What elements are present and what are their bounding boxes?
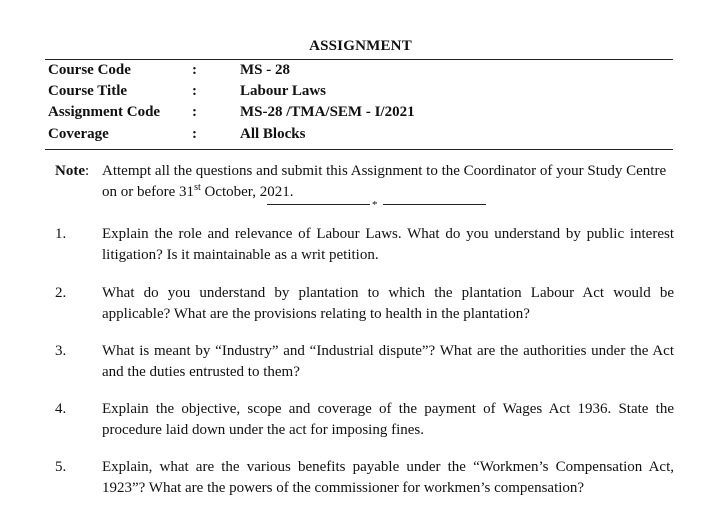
question-number: 1.: [55, 226, 67, 242]
course-code-value: MS - 28: [240, 62, 290, 78]
question-text: Explain the objective, scope and coverage of the payment of Wages Act 1936. State the procedure laid down under the act for imposing fines.: [102, 401, 674, 438]
section-divider: [0, 196, 721, 216]
course-code-label: Course Code: [48, 62, 131, 78]
divider-line-right: [383, 204, 486, 205]
question-text: Explain, what are the various benefits payable under the “Workmen’s Compensation Act, 1923”? What are the powers of the commissioner for workmen’s compensation?: [102, 459, 674, 496]
divider-asterisk: *: [372, 199, 378, 211]
note-label: Note:: [55, 163, 90, 179]
course-title-colon: :: [192, 83, 197, 99]
question-number: 5.: [55, 459, 67, 475]
assignment-code-label: Assignment Code: [48, 104, 161, 120]
question-text: What is meant by “Industry” and “Industrial dispute”? What are the authorities under the Act and the duties entrusted to them?: [102, 343, 674, 380]
assignment-code-colon: :: [192, 104, 197, 120]
assignment-code-value: MS-28 /TMA/SEM - I/2021: [240, 104, 415, 120]
course-title-label: Course Title: [48, 83, 128, 99]
coverage-value: All Blocks: [240, 126, 306, 142]
course-code-colon: :: [192, 62, 197, 78]
question-number: 4.: [55, 401, 67, 417]
question-number: 2.: [55, 285, 67, 301]
divider-line-left: [267, 204, 370, 205]
note-date-suffix: st: [194, 182, 201, 193]
coverage-label: Coverage: [48, 126, 109, 142]
note-text: Attempt all the questions and submit this Assignment to the Coordinator of your Study Centre on or before 31st October, 2021.: [102, 163, 667, 200]
header-bottom-rule: [45, 149, 673, 150]
assignment-heading: ASSIGNMENT: [309, 38, 412, 54]
course-title-value: Labour Laws: [240, 83, 327, 99]
question-text: What do you understand by plantation to which the plantation Labour Act would be applicable? What are the provisions relating to health in the plantation?: [102, 285, 674, 322]
header-top-rule: [45, 59, 673, 60]
question-number: 3.: [55, 343, 67, 359]
coverage-colon: :: [192, 126, 197, 142]
question-text: Explain the role and relevance of Labour Laws. What do you understand by public interest litigation? Is it maintainable as a writ petition.: [102, 226, 674, 263]
